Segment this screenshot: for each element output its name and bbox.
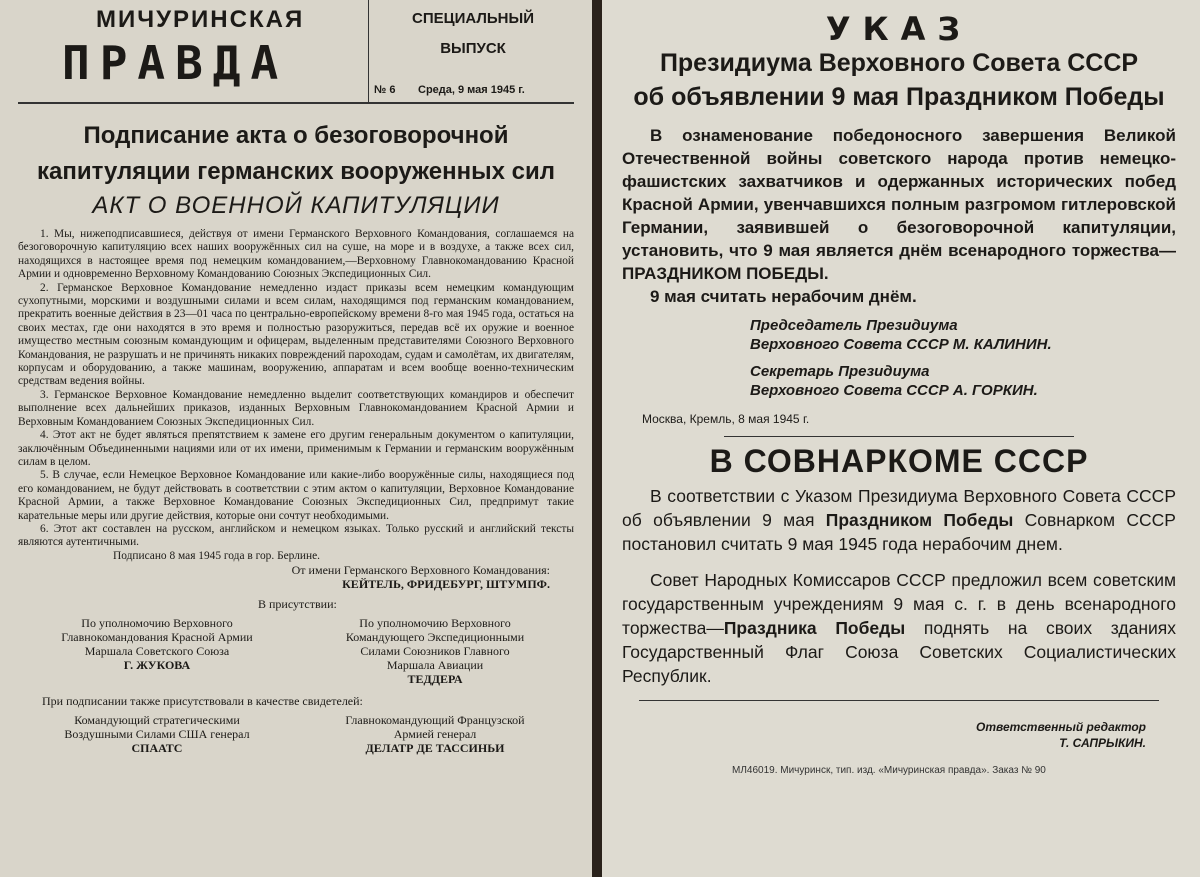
- soviet-sig-name: Г. ЖУКОВА: [123, 658, 191, 673]
- allied-sig-line: Маршала Авиации: [386, 658, 484, 673]
- printing-imprint: МЛ46019. Мичуринск, тип. изд. «Мичуринская правда». Заказ № 90: [732, 765, 1046, 776]
- decree-nonworking: 9 мая считать нерабочим днём.: [650, 287, 917, 306]
- act-paragraph: 5. В случае, если Немецкое Верховное Командование или какие-либо вооружённые силы, находящиеся под его командованием, не будут действовать в соответствии с этим актом о капитуляции, Верховное Командование Красной Армии, а также Верховное Командование Союзных Экспедиционных Сил, предпримут такие карательные меры или другие действия, которые они сочтут необходимыми.: [18, 469, 574, 522]
- french-witness-name: ДЕЛАТР ДЕ ТАССИНЬИ: [365, 741, 505, 756]
- secretary-title: Секретарь Президиума: [750, 363, 930, 380]
- headline-line-2: капитуляции германских вооруженных сил: [37, 158, 555, 185]
- sovnarkom-paragraph-2: [622, 568, 1176, 688]
- edition-line-2: ВЫПУСК: [440, 40, 506, 57]
- right-newspaper-page: [602, 0, 1200, 877]
- witness-label: При подписании также присутствовали в качестве свидетелей:: [42, 694, 363, 709]
- presence-label: В присутствии:: [258, 597, 337, 612]
- chairman-signature: [622, 316, 1176, 354]
- soviet-signatory: [18, 616, 296, 686]
- allied-sig-line: Силами Союзников Главного: [360, 644, 510, 659]
- act-text: [18, 228, 574, 550]
- act-title: АКТ О ВОЕННОЙ КАПИТУЛЯЦИИ: [92, 192, 500, 219]
- french-witness-line: Армией генерал: [393, 727, 477, 742]
- german-sig-names: КЕЙТЕЛЬ, ФРИДЕБУРГ, ШТУМПФ.: [342, 577, 550, 592]
- secretary-name: Верховного Совета СССР А. ГОРКИН.: [750, 382, 1038, 399]
- allied-sig-line: Командующего Экспедиционными: [345, 630, 525, 645]
- victory-holiday-emphasis: Праздника Победы: [723, 618, 906, 638]
- french-witness-line: Главнокомандующий Французской: [345, 713, 525, 728]
- main-headline: [18, 118, 574, 190]
- decree-place-date: Москва, Кремль, 8 мая 1945 г.: [642, 412, 810, 426]
- newspaper-name-main: ПРАВДА: [62, 36, 289, 90]
- edition-label: [378, 4, 568, 64]
- soviet-sig-line: По уполномочию Верховного: [81, 616, 233, 631]
- chairman-title: Председатель Президиума: [750, 317, 958, 334]
- issue-number: № 6: [374, 84, 396, 96]
- us-witness-line: Командующий стратегическими: [74, 713, 240, 728]
- editor-label: Ответственный редактор: [975, 720, 1146, 734]
- german-sig-label: От имени Германского Верховного Командования:: [291, 563, 550, 578]
- us-witness-line: Воздушными Силами США генерал: [64, 727, 250, 742]
- chairman-name: Верховного Совета СССР М. КАЛИНИН.: [750, 336, 1052, 353]
- page-gutter: [592, 0, 602, 877]
- masthead-divider: [368, 0, 369, 102]
- act-paragraph: 1. Мы, нижеподписавшиеся, действуя от имени Германского Верховного Командования, соглашаемся на безоговорочную капитуляцию всех наших вооружённых сил на суше, на море и в воздухе, а также всех сил, находящихся в настоящее время под немецким командованием,—Верховному Главнокомандованию Красной Армии и одновременно Верховному Командованию Союзных Экспедиционных Сил.: [18, 228, 574, 281]
- sov-p1-start: В соответствии с Указом Президиума Верховного Совета СССР об объявлении 9 мая: [622, 486, 1176, 530]
- section-divider: [724, 436, 1074, 437]
- act-paragraph: 4. Этот акт не будет являться препятствием к замене его другим генеральным документом о капитуляции, заключённым Объединенными нациями или от их имени, применимым к Германии и германским вооружённым силам в целом.: [18, 429, 574, 468]
- us-witness-name: СПААТС: [131, 741, 183, 756]
- witness-signatures: [18, 713, 574, 755]
- decree-title: УКАЗ: [825, 10, 973, 48]
- allied-sig-line: По уполномочию Верховного: [359, 616, 511, 631]
- masthead: [18, 0, 574, 104]
- sov-p2-end: поднять на своих зданиях Государственный Флаг Союза Советских Социалистических Республик.: [622, 618, 1176, 686]
- soviet-sig-line: Маршала Советского Союза: [84, 644, 230, 659]
- sovnarkom-text: [622, 484, 1176, 688]
- secretary-signature: [622, 362, 1176, 400]
- signed-place: Подписано 8 мая 1945 года в гор. Берлине.: [113, 549, 320, 562]
- act-paragraph: 6. Этот акт составлен на русском, английском и немецком языках. Только русский и английский тексты являются аутентичными.: [18, 522, 574, 549]
- issue-date: Среда, 9 мая 1945 г.: [418, 84, 525, 96]
- us-witness: [18, 713, 296, 755]
- left-newspaper-page: [0, 0, 592, 877]
- victory-day-emphasis: Праздником Победы: [825, 510, 1014, 530]
- headline-line-1: Подписание акта о безоговорочной: [83, 122, 509, 149]
- sov-p2-start: Совет Народных Комиссаров СССР предложил всем советским государственным учреждениям 9 мая с. г. в день всенародного торжества—: [622, 570, 1176, 638]
- decree-heading-1: Президиума Верховного Совета СССР: [659, 49, 1139, 77]
- allied-signatures: [18, 616, 574, 686]
- allied-sig-name: ТЕДДЕРА: [407, 672, 463, 687]
- sov-p1-end: Совнарком СССР постановил считать 9 мая 1945 года нерабочим днем.: [622, 510, 1176, 554]
- newspaper-name-top: МИЧУРИНСКАЯ: [96, 6, 305, 33]
- german-signatures: [18, 563, 574, 591]
- decree-paragraph: В ознаменование победоносного завершения Великой Отечественной войны советского народа против немецко-фашистских захватчиков и одержанных исторических побед Красной Армии, увенчавшихся полным разгромом гитлеровской Германии, заявившей о безоговорочной капитуляции, установить, что 9 мая является днём всенародного торжества—ПРАЗДНИКОМ ПОБЕДЫ.: [622, 126, 1176, 283]
- editor-name: Т. САПРЫКИН.: [1059, 736, 1146, 750]
- editor-credit: [622, 719, 1176, 751]
- soviet-sig-line: Главнокомандования Красной Армии: [61, 630, 253, 645]
- decree-heading-2: об объявлении 9 мая Праздником Победы: [633, 83, 1165, 111]
- act-paragraph: 2. Германское Верховное Командование немедленно издаст приказы всем немецким командующим сухопутными, морскими и воздушными силами и всем силам, находящимся под германским командованием, прекратить военные действия в 23—01 часа по центрально-европейскому времени 8-го мая 1945 года, остаться на своих местах, где они находятся в это время и полностью разоружиться, передав всё их оружие и военное имущество местным союзным командующим и офицерам, выделенным представителями Союзного Верховного Командования, не разрушать и не причинять никаких повреждений пароходам, судам и самолётам, их двигателям, корпусам и оборудованию, а также машинам, вооружению, аппаратам и всем вообще военно-техническим средствам ведения войны.: [18, 281, 574, 388]
- sovnarkom-heading: В СОВНАРКОМЕ СССР: [709, 443, 1089, 479]
- act-paragraph: 3. Германское Верховное Командование немедленно выделит соответствующих командиров и обеспечит выполнение всех дальнейших приказов, изданных Верховным Главнокомандованием Красной Армии и Верховным Командованием Союзных Экспедиционных Сил.: [18, 388, 574, 428]
- sovnarkom-paragraph-1: [622, 484, 1176, 556]
- bottom-divider: [639, 700, 1159, 701]
- edition-line-1: СПЕЦИАЛЬНЫЙ: [412, 10, 534, 27]
- allied-signatory: [296, 616, 574, 686]
- french-witness: [296, 713, 574, 755]
- decree-body: [622, 124, 1176, 308]
